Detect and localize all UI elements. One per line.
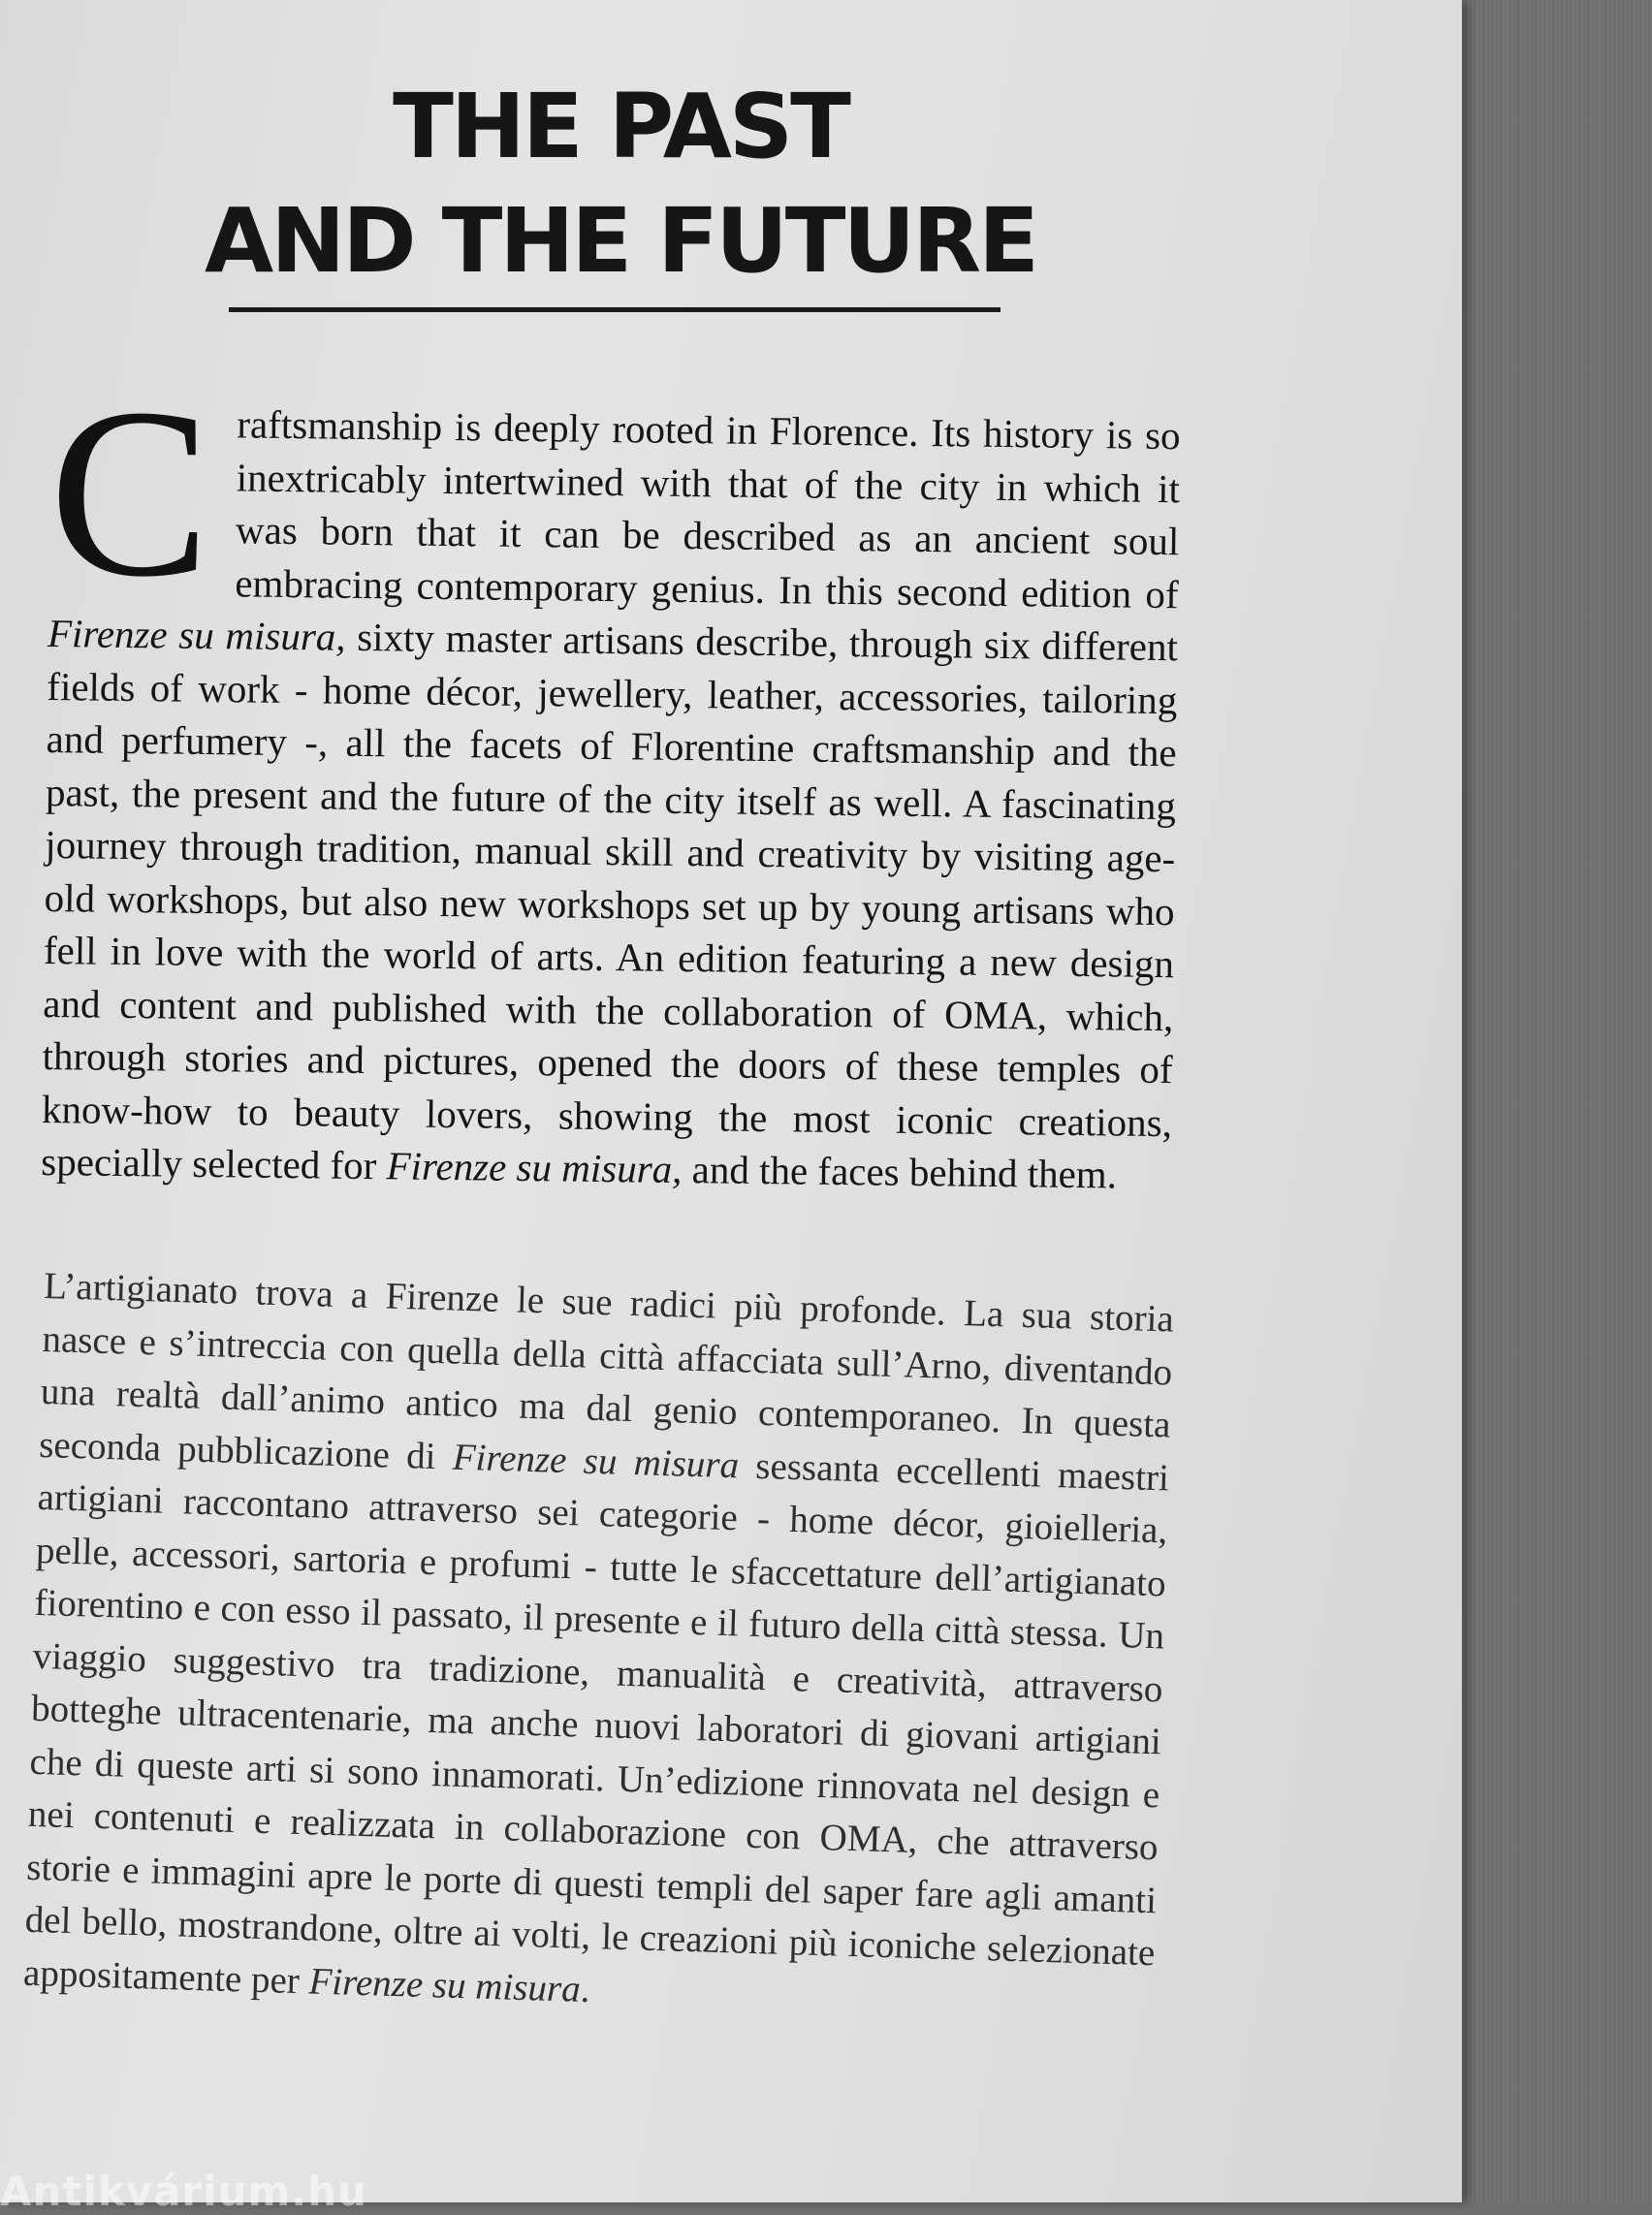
english-text-1: raftsmanship is deeply rooted in Florence. Its history is so inextricably intertwined with that of the city in which it was born that it can be described as an ancient soul embracing contemporary genius. In this second edition of xyxy=(235,401,1181,617)
title-underline xyxy=(229,307,1001,312)
english-italic-title-2: Firenze su misura, xyxy=(386,1143,683,1192)
english-italic-title-1: Firenze su misura, xyxy=(47,610,346,659)
italian-text-1: L’artigianato trova a Firenze le sue radici più profonde. La sua storia nasce e s’intreccia con quella della città affacciata sull’Arno, diventando una realtà dall’animo antico ma dal genio contemporaneo. In questa seconda pubblicazione di xyxy=(38,1264,1175,1478)
drop-cap: C xyxy=(48,358,213,629)
watermark: Antikvárium.hu xyxy=(0,2168,368,2215)
italian-italic-title-2: Firenze su misura xyxy=(307,1959,582,2010)
title-line-1: THE PAST xyxy=(393,75,848,178)
page-title xyxy=(204,70,1037,299)
background-surface xyxy=(1454,0,1652,2202)
english-text-3: and the faces behind them. xyxy=(682,1147,1118,1197)
italian-paragraph xyxy=(22,1260,1174,2033)
english-paragraph xyxy=(41,358,1181,1202)
italian-text-3: . xyxy=(580,1968,591,2010)
title-line-2: AND THE FUTURE xyxy=(205,189,1036,293)
english-text-2: sixty master artisans describe, through six different fields of work - home décor, jewellery, leather, accessories, tailoring and perfumery -, all the facets of Florentine craftsmanship and the past, the present and the future of the city itself as well. A fascinating journey through tradition, manual skill and creativity by visiting age-old workshops, but also new workshops set up by young artisans who fell in love with the world of arts. An edition featuring a new design and content and published with the collaboration of OMA, which, through stories and pictures, opened the doors of these temples of know-how to beauty lovers, showing the most iconic creations, specially selected for xyxy=(41,614,1179,1188)
italian-italic-title-1: Firenze su misura xyxy=(452,1436,740,1486)
italian-text-2: sessanta eccellenti maestri artigiani raccontano attraverso sei categorie - home décor, gioielleria, pelle, accessori, sartoria e profumi - tutte le sfaccettature dell’artigianato fiorentino e con esso il passato, il presente e il futuro della città stessa. Un viaggio suggestivo tra tradizione, manualità e creatività, attraverso botteghe ultracentenarie, ma anche nuovi laboratori di giovani artigiani che di queste arti si sono innamorati. Un’edizione rinnovata nel design e nei contenuti e realizzata in collaborazione con OMA, che attraverso storie e immagini apre le porte di questi templi del saper fare agli amanti del bello, mostrandone, oltre ai volti, le creazioni più iconiche selezionate appositamente per xyxy=(22,1443,1170,2002)
